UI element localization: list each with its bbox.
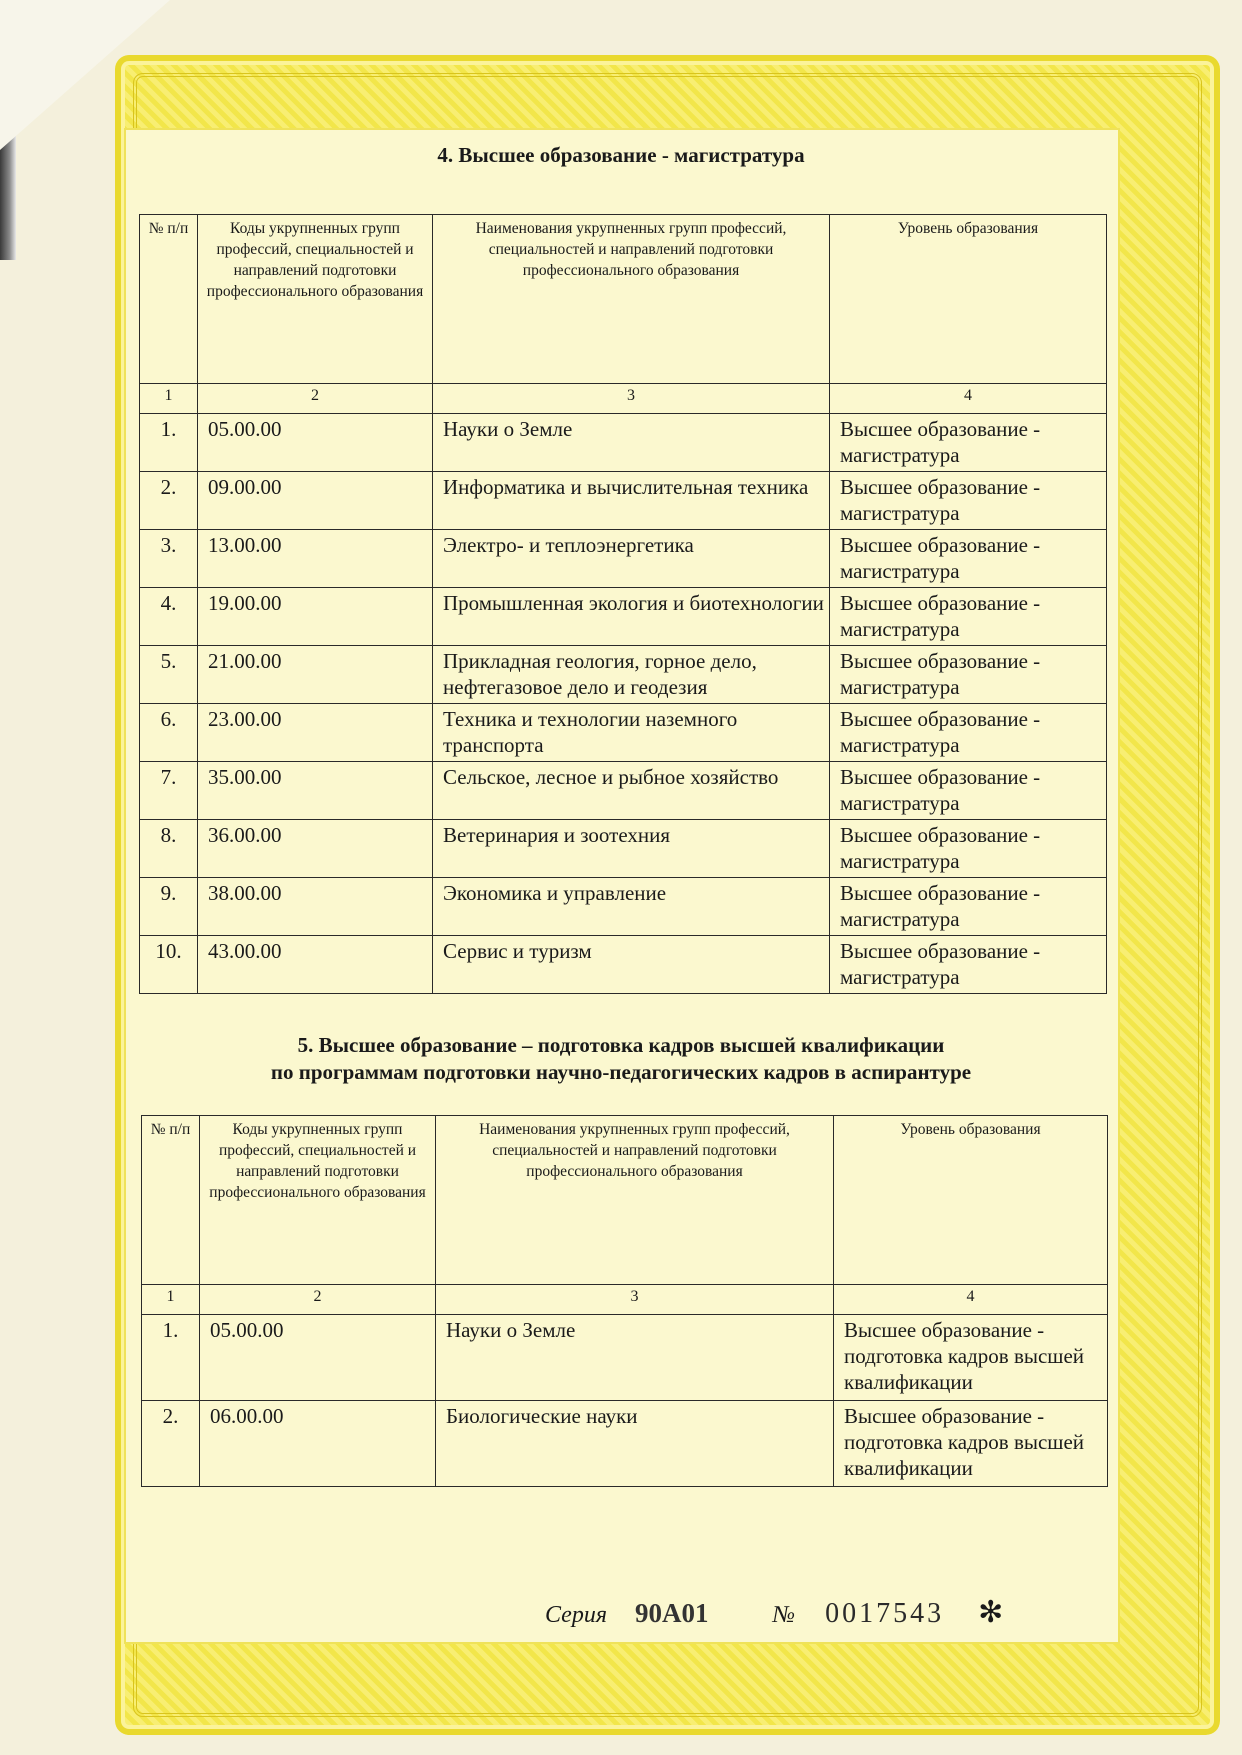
row-level: Высшее образование - магистратура — [830, 762, 1107, 820]
header-number: № п/п — [140, 215, 198, 384]
table-header-row — [142, 1116, 1108, 1285]
row-code: 19.00.00 — [198, 588, 433, 646]
row-number: 4. — [140, 588, 198, 646]
row-number: 7. — [140, 762, 198, 820]
header-number: № п/п — [142, 1116, 200, 1285]
header-codes: Коды укрупненных групп профессий, специальностей и направлений подготовки профессионального образования — [198, 215, 433, 384]
col-number: 3 — [433, 384, 830, 414]
row-code: 06.00.00 — [200, 1401, 436, 1487]
row-name: Электро- и теплоэнергетика — [433, 530, 830, 588]
table-row — [140, 472, 1107, 530]
row-name: Техника и технологии наземного транспорта — [433, 704, 830, 762]
row-code: 05.00.00 — [200, 1315, 436, 1401]
row-code: 38.00.00 — [198, 878, 433, 936]
asterisk-icon: ✻ — [978, 1596, 1004, 1629]
table-row — [140, 646, 1107, 704]
row-number: 2. — [142, 1401, 200, 1487]
table-row — [140, 762, 1107, 820]
row-name: Сервис и туризм — [433, 936, 830, 994]
row-level: Высшее образование - магистратура — [830, 704, 1107, 762]
section4-title: 4. Высшее образование - магистратура — [437, 143, 805, 167]
serial-number: 0017543 — [825, 1598, 945, 1629]
row-code: 13.00.00 — [198, 530, 433, 588]
row-number: 3. — [140, 530, 198, 588]
row-name: Промышленная экология и биотехнологии — [433, 588, 830, 646]
table-row — [140, 414, 1107, 472]
table-row — [140, 588, 1107, 646]
table-row — [140, 530, 1107, 588]
header-level: Уровень образования — [834, 1116, 1108, 1285]
column-number-row — [140, 384, 1107, 414]
section5-table — [141, 1115, 1108, 1487]
row-number: 6. — [140, 704, 198, 762]
col-number: 1 — [142, 1285, 200, 1315]
section5-title-line1: 5. Высшее образование – подготовка кадров высшей квалификации — [297, 1033, 945, 1057]
row-code: 23.00.00 — [198, 704, 433, 762]
row-number: 1. — [142, 1315, 200, 1401]
row-level: Высшее образование - магистратура — [830, 820, 1107, 878]
number-label: № — [772, 1602, 796, 1628]
row-name: Науки о Земле — [433, 414, 830, 472]
col-number: 4 — [830, 384, 1107, 414]
row-level: Высшее образование - магистратура — [830, 472, 1107, 530]
row-name: Информатика и вычислительная техника — [433, 472, 830, 530]
blank-serial — [545, 1595, 1003, 1630]
table-row — [140, 936, 1107, 994]
row-name: Науки о Земле — [436, 1315, 834, 1401]
table-row — [140, 878, 1107, 936]
header-names: Наименования укрупненных групп профессий, специальностей и направлений подготовки профессионального образования — [436, 1116, 834, 1285]
series-label: Серия — [545, 1602, 607, 1628]
row-number: 9. — [140, 878, 198, 936]
header-level: Уровень образования — [830, 215, 1107, 384]
row-number: 1. — [140, 414, 198, 472]
row-code: 05.00.00 — [198, 414, 433, 472]
col-number: 4 — [834, 1285, 1108, 1315]
col-number: 1 — [140, 384, 198, 414]
row-code: 36.00.00 — [198, 820, 433, 878]
row-level: Высшее образование - магистратура — [830, 936, 1107, 994]
col-number: 3 — [436, 1285, 834, 1315]
col-number: 2 — [200, 1285, 436, 1315]
table-header-row — [140, 215, 1107, 384]
row-name: Ветеринария и зоотехния — [433, 820, 830, 878]
section4-table — [139, 214, 1107, 994]
row-level: Высшее образование - магистратура — [830, 588, 1107, 646]
row-number: 5. — [140, 646, 198, 704]
row-level: Высшее образование - магистратура — [830, 646, 1107, 704]
section5-title-line2: по программам подготовки научно-педагогических кадров в аспирантуре — [270, 1060, 972, 1084]
row-level: Высшее образование - магистратура — [830, 414, 1107, 472]
series-value: 90А01 — [634, 1598, 709, 1628]
column-number-row — [142, 1285, 1108, 1315]
row-name: Прикладная геология, горное дело, нефтегазовое дело и геодезия — [433, 646, 830, 704]
row-number: 2. — [140, 472, 198, 530]
row-code: 35.00.00 — [198, 762, 433, 820]
row-code: 43.00.00 — [198, 936, 433, 994]
row-level: Высшее образование - магистратура — [830, 530, 1107, 588]
row-level: Высшее образование - подготовка кадров высшей квалификации — [834, 1315, 1108, 1401]
row-name: Сельское, лесное и рыбное хозяйство — [433, 762, 830, 820]
col-number: 2 — [198, 384, 433, 414]
table-row — [140, 820, 1107, 878]
table-row — [142, 1315, 1108, 1401]
table-row — [142, 1401, 1108, 1487]
row-number: 8. — [140, 820, 198, 878]
row-name: Экономика и управление — [433, 878, 830, 936]
header-names: Наименования укрупненных групп профессий, специальностей и направлений подготовки профессионального образования — [433, 215, 830, 384]
header-codes: Коды укрупненных групп профессий, специальностей и направлений подготовки профессионального образования — [200, 1116, 436, 1285]
table-row — [140, 704, 1107, 762]
row-name: Биологические науки — [436, 1401, 834, 1487]
row-number: 10. — [140, 936, 198, 994]
row-level: Высшее образование - подготовка кадров высшей квалификации — [834, 1401, 1108, 1487]
row-level: Высшее образование - магистратура — [830, 878, 1107, 936]
row-code: 21.00.00 — [198, 646, 433, 704]
row-code: 09.00.00 — [198, 472, 433, 530]
